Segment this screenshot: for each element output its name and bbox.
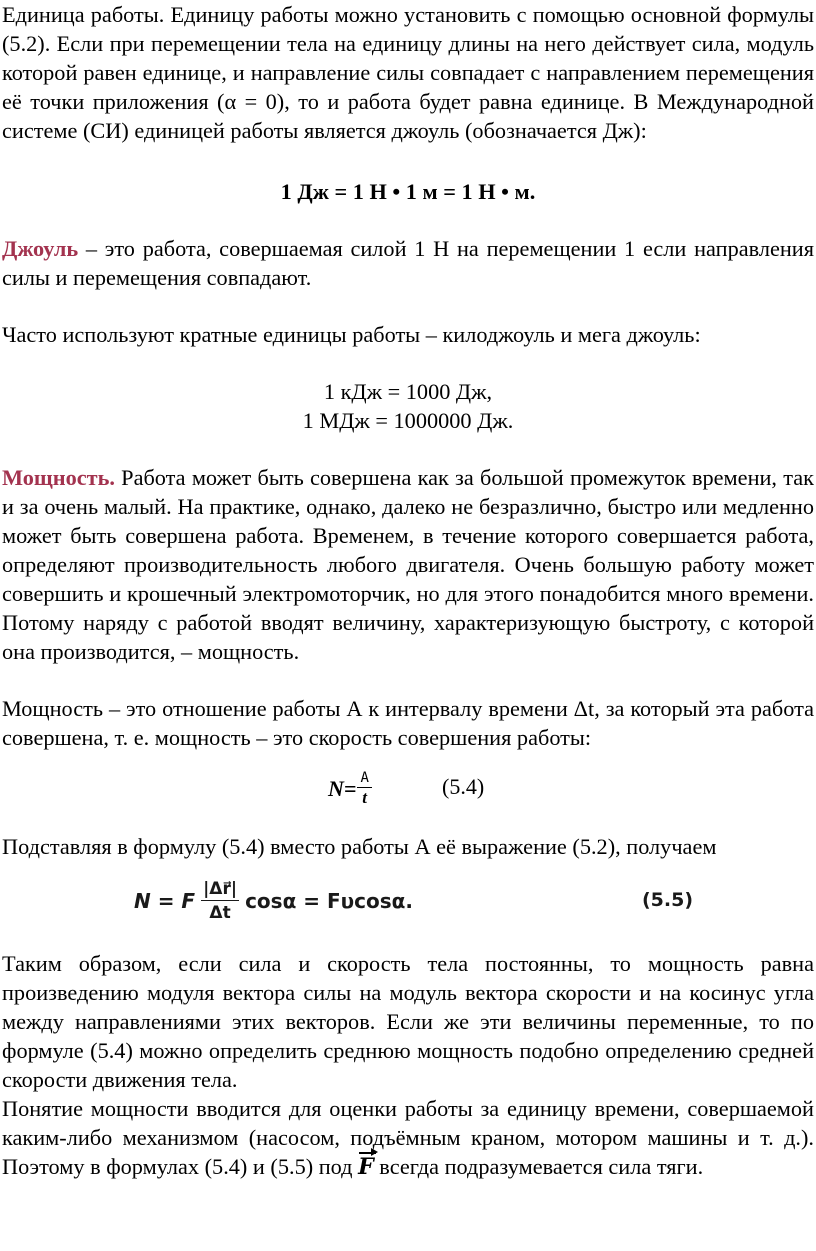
concept-text-b: всегда подразумевается сила тяги.	[373, 1154, 704, 1179]
term-joule: Джоуль	[2, 236, 79, 261]
term-power: Мощность.	[2, 465, 115, 490]
formula-kilojoule: 1 кДж = 1000 Дж,	[323, 379, 493, 404]
formula-joule: 1 Дж = 1 Н • 1 м = 1 Н • м.	[280, 179, 536, 204]
formula-5-4-lhs: N=	[328, 775, 357, 801]
formula-megajoule: 1 МДж = 1000000 Дж.	[302, 408, 514, 433]
paragraph-power	[2, 463, 814, 666]
formula-5-4-label: (5.4)	[442, 774, 485, 799]
force-vector-symbol: F	[358, 1154, 374, 1180]
formula-5-4	[2, 770, 814, 820]
paragraph-multiples: Часто используют кратные единицы работы – килоджоуль и мега джоуль:	[2, 322, 701, 347]
formula-5-4-numerator: A	[357, 770, 371, 788]
joule-definition-text: – это работа, совершаемая силой 1 Н на перемещении 1 если направления силы и перемещения совпадают.	[2, 236, 814, 290]
spacer	[2, 145, 814, 173]
formula-5-4-expression	[328, 770, 372, 807]
formula-5-4-fraction	[357, 770, 371, 807]
spacer	[2, 666, 814, 694]
paragraph-work-unit: Единица работы. Единицу работы можно установить с помощью основной формулы (5.2). Если при перемещении тела на единицу длины на него действует сила, модуль которой равен единице, и направление силы совпадает с направлением перемещения её точки приложения (α = 0), то и работа будет равна единице. В Международной системе (СИ) единицей работы является джоуль (обозначается Дж):	[2, 2, 814, 143]
paragraph-power-concept	[2, 1094, 814, 1182]
formula-5-4-denominator: t	[362, 788, 368, 807]
spacer	[2, 292, 814, 320]
formula-5-5-rhs: cosα = Fυcosα.	[245, 889, 413, 913]
power-text: Работа может быть совершена как за большой промежуток времени, так и за очень малый. На практике, однако, далеко не безразлично, быстро или медленно может быть совершена работа. Временем, в течение которого совершается работа, определяют производительность любого двигателя. Очень большую работу может совершить и крошечный электромоторчик, но для этого понадобится много времени. Потому наряду с работой вводят величину, характеризующую быстроту, с которой она производится, – мощность.	[2, 465, 814, 664]
spacer	[2, 349, 814, 377]
spacer	[2, 435, 814, 463]
formula-5-5-lhs: N = F	[134, 889, 196, 913]
paragraph-substitute: Подставляя в формулу (5.4) вместо работы А её выражение (5.2), получаем	[2, 834, 717, 859]
spacer	[2, 206, 814, 234]
formula-5-5-expression	[134, 879, 413, 923]
formula-5-5-fraction	[201, 879, 239, 923]
paragraph-conclusion: Таким образом, если сила и скорость тела постоянны, то мощность равна произведению модуля вектора силы на модуль вектора скорости и на косинус угла между направлениями этих векторов. Если же эти величины переменные, то по формуле (5.4) можно определить среднюю мощность подобно определению средней скорости движения тела.	[2, 951, 814, 1092]
formula-5-5-label: (5.5)	[642, 889, 694, 911]
formula-5-5-denominator: Δt	[209, 903, 231, 923]
paragraph-joule-definition	[2, 234, 814, 292]
formula-5-5	[2, 873, 814, 937]
paragraph-power-definition: Мощность – это отношение работы А к интервалу времени Δt, за который эта работа совершена, т. е. мощность – это скорость совершения работы:	[2, 696, 814, 750]
formula-5-5-numerator: |Δr⃗|	[203, 879, 238, 899]
concept-text-a: Понятие мощности вводится для оценки работы за единицу времени, совершаемой каким-либо механизмом (насосом, подъёмным краном, мотором машины и т. д.). Поэтому в формулах (5.4) и (5.5) под	[2, 1096, 814, 1179]
textbook-page	[2, 0, 814, 1182]
